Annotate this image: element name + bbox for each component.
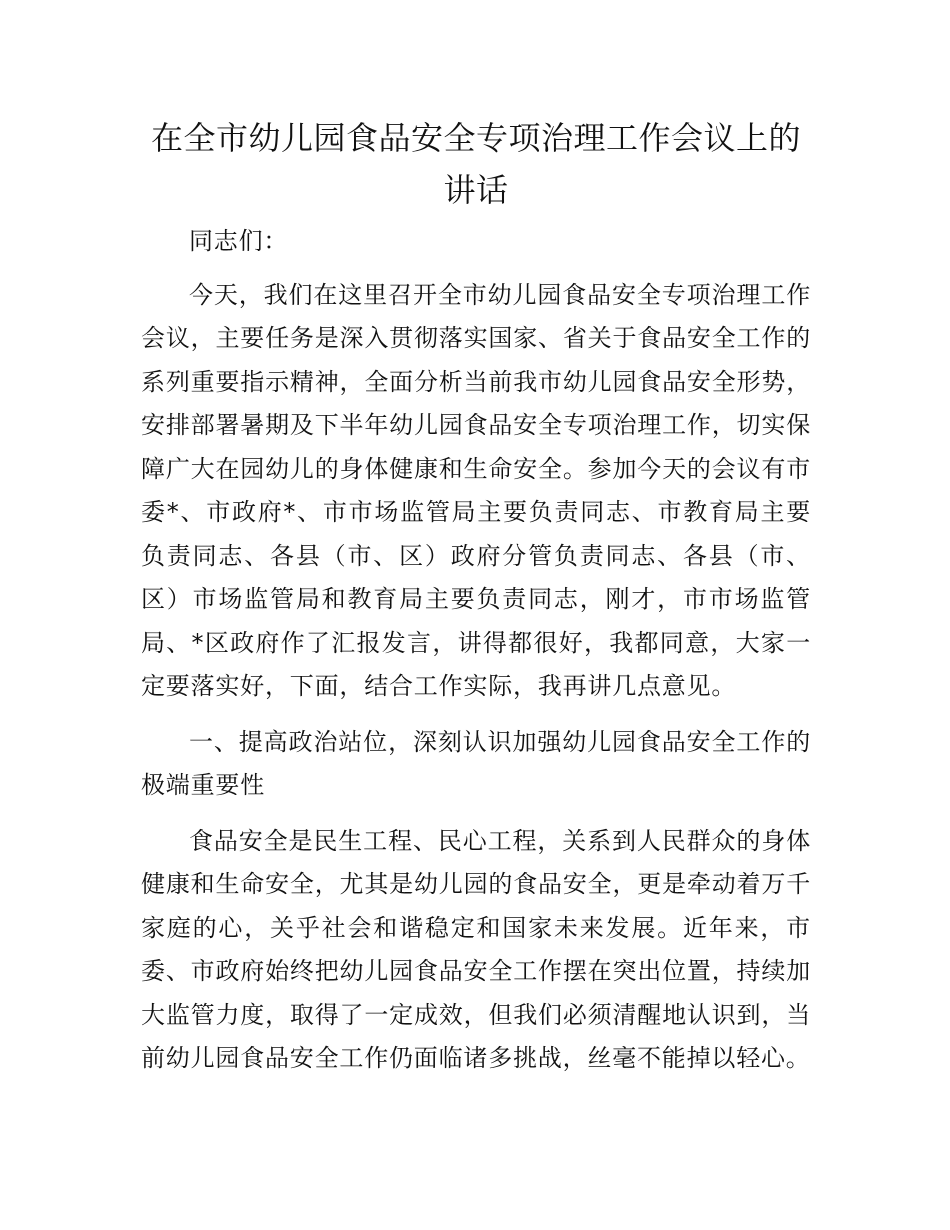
title-line-1: 在全市幼儿园食品安全专项治理工作会议上的 <box>150 119 801 157</box>
salutation: 同志们： <box>189 227 289 255</box>
section-heading-1: 一、提高政治站位，深刻认识加强幼儿园食品安全工作的极端重要性 <box>141 727 811 799</box>
title-line-2: 讲话 <box>443 171 509 209</box>
paragraph-food-safety: 食品安全是民生工程、民心工程，关系到人民群众的身体健康和生命安全，尤其是幼儿园的食品安全，更是牵动着万千家庭的心，关乎社会和谐稳定和国家未来发展。近年来，市委、市政府始终把幼儿园食品安全工作摆在突出位置，持续加大监管力度，取得了一定成效，但我们必须清醒地认识到，当前幼儿园食品安全工作仍面临诸多挑战，丝毫不能掉以轻心。 <box>141 826 811 1072</box>
paragraph-intro: 今天，我们在这里召开全市幼儿园食品安全专项治理工作会议，主要任务是深入贯彻落实国家、省关于食品安全工作的系列重要指示精神，全面分析当前我市幼儿园食品安全形势，安排部署暑期及下半年幼儿园食品安全专项治理工作，切实保障广大在园幼儿的身体健康和生命安全。参加今天的会议有市委*、市政府*、市市场监管局主要负责同志、市教育局主要负责同志、各县（市、区）政府分管负责同志、各县（市、区）市场监管局和教育局主要负责同志，刚才，市市场监管局、*区政府作了汇报发言，讲得都很好，我都同意，大家一定要落实好，下面，结合工作实际，我再讲几点意见。 <box>141 280 811 700</box>
document-title <box>141 112 811 216</box>
document-body <box>141 220 811 1081</box>
